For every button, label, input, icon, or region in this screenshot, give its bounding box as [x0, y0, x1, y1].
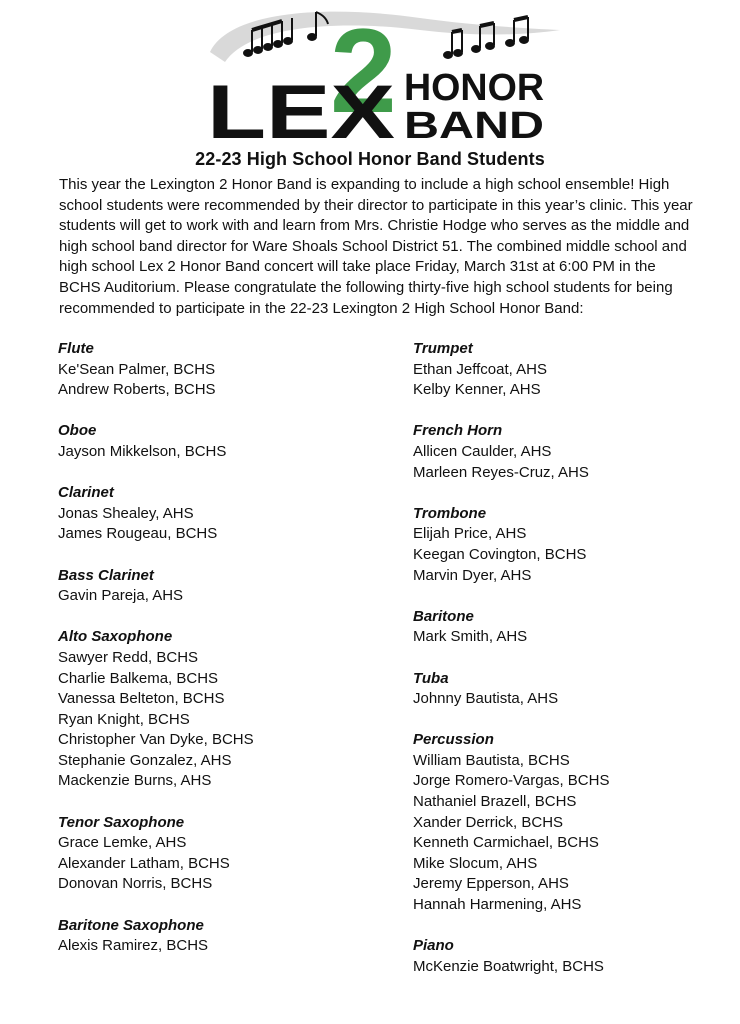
logo-numeral: 2 — [330, 4, 397, 138]
member-name: Ke'Sean Palmer, BCHS — [58, 360, 216, 378]
section-alto-saxophone — [58, 627, 378, 792]
member-name: James Rougeau, BCHS — [58, 525, 218, 543]
member-name: Charlie Balkema, BCHS — [58, 669, 219, 687]
logo-word-band: BAND — [404, 105, 544, 145]
member-name: Nathaniel Brazell, BCHS — [413, 793, 577, 811]
section-tuba — [413, 669, 733, 710]
roster-column-left — [58, 339, 378, 977]
section-title: Percussion — [413, 731, 494, 749]
intro-paragraph: This year the Lexington 2 Honor Band is expanding to include a high school ensemble! High school students were recommended by their director to participate in this year’s clinic. This year students will get to work with and learn from Mrs. Christie Hodge who serves as the middle and high school band director for Ware Shoals School District 51. The combined middle school and high school Lex 2 Honor Band concert will take place Friday, March 31st at 6:00 PM in the BCHS Auditorium. Please congratulate the following thirty-five high school students for being recommended to participate in the 22-23 Lexington 2 High School Honor Band: — [59, 176, 693, 317]
section-title: Tuba — [413, 669, 449, 687]
member-name: Allicen Caulder, AHS — [413, 442, 552, 460]
member-name: Ryan Knight, BCHS — [58, 710, 190, 728]
section-flute — [58, 339, 378, 401]
member-name: Johnny Bautista, AHS — [413, 690, 559, 708]
section-tenor-saxophone — [58, 813, 378, 895]
section-title: Flute — [58, 340, 94, 357]
member-name: Mark Smith, AHS — [413, 628, 528, 646]
member-name: Ethan Jeffcoat, AHS — [413, 360, 547, 378]
section-title: Clarinet — [58, 484, 114, 502]
member-name: Stephanie Gonzalez, AHS — [58, 751, 232, 769]
member-name: Marleen Reyes-Cruz, AHS — [413, 463, 589, 481]
section-trombone — [413, 504, 733, 586]
section-percussion — [413, 730, 733, 915]
section-clarinet — [58, 483, 378, 545]
section-title: Trumpet — [413, 340, 473, 357]
member-name: Jorge Romero-Vargas, BCHS — [413, 772, 610, 790]
roster-column-right — [413, 339, 733, 998]
page-title: 22-23 High School Honor Band Students — [195, 149, 545, 169]
lex2-honor-band-logo — [0, 0, 740, 145]
member-name: Keegan Covington, BCHS — [413, 545, 587, 563]
section-baritone-saxophone — [58, 916, 378, 957]
member-name: Kenneth Carmichael, BCHS — [413, 834, 599, 852]
member-name: Elijah Price, AHS — [413, 525, 527, 543]
member-name: William Bautista, BCHS — [413, 751, 570, 769]
member-name: Kelby Kenner, AHS — [413, 381, 541, 399]
section-french-horn — [413, 421, 733, 483]
member-name: Vanessa Belteton, BCHS — [58, 690, 225, 708]
member-name: Hannah Harmening, AHS — [413, 896, 582, 914]
logo-graphic — [0, 0, 740, 145]
section-oboe — [58, 421, 378, 462]
section-title: Bass Clarinet — [58, 566, 154, 584]
section-title: Piano — [413, 937, 454, 955]
member-name: Xander Derrick, BCHS — [413, 813, 564, 831]
member-name: Marvin Dyer, AHS — [413, 566, 532, 584]
section-piano — [413, 936, 733, 977]
logo-word-honor: HONOR — [404, 67, 544, 109]
section-title: Baritone — [413, 607, 474, 625]
member-name: Jonas Shealey, AHS — [58, 504, 194, 522]
member-name: Christopher Van Dyke, BCHS — [58, 731, 254, 749]
logo-word-lex: LEX — [207, 70, 396, 145]
member-name: Alexis Ramirez, BCHS — [58, 937, 209, 955]
member-name: Jeremy Epperson, AHS — [413, 875, 569, 893]
section-baritone — [413, 607, 733, 648]
section-title: Baritone Saxophone — [58, 916, 204, 934]
section-trumpet — [413, 339, 733, 401]
member-name: Sawyer Redd, BCHS — [58, 648, 199, 666]
member-name: Grace Lemke, AHS — [58, 834, 187, 852]
section-bass-clarinet — [58, 566, 378, 607]
member-name: Mike Slocum, AHS — [413, 854, 538, 872]
section-title: French Horn — [413, 422, 503, 440]
member-name: Jayson Mikkelson, BCHS — [58, 442, 227, 460]
member-name: Donovan Norris, BCHS — [58, 875, 213, 893]
member-name: McKenzie Boatwright, BCHS — [413, 957, 604, 975]
section-title: Oboe — [58, 422, 97, 440]
member-name: Mackenzie Burns, AHS — [58, 772, 212, 790]
section-title: Trombone — [413, 504, 487, 522]
section-title: Alto Saxophone — [58, 628, 173, 646]
member-name: Andrew Roberts, BCHS — [58, 381, 216, 399]
member-name: Alexander Latham, BCHS — [58, 854, 230, 872]
member-name: Gavin Pareja, AHS — [58, 587, 184, 605]
section-title: Tenor Saxophone — [58, 813, 185, 831]
